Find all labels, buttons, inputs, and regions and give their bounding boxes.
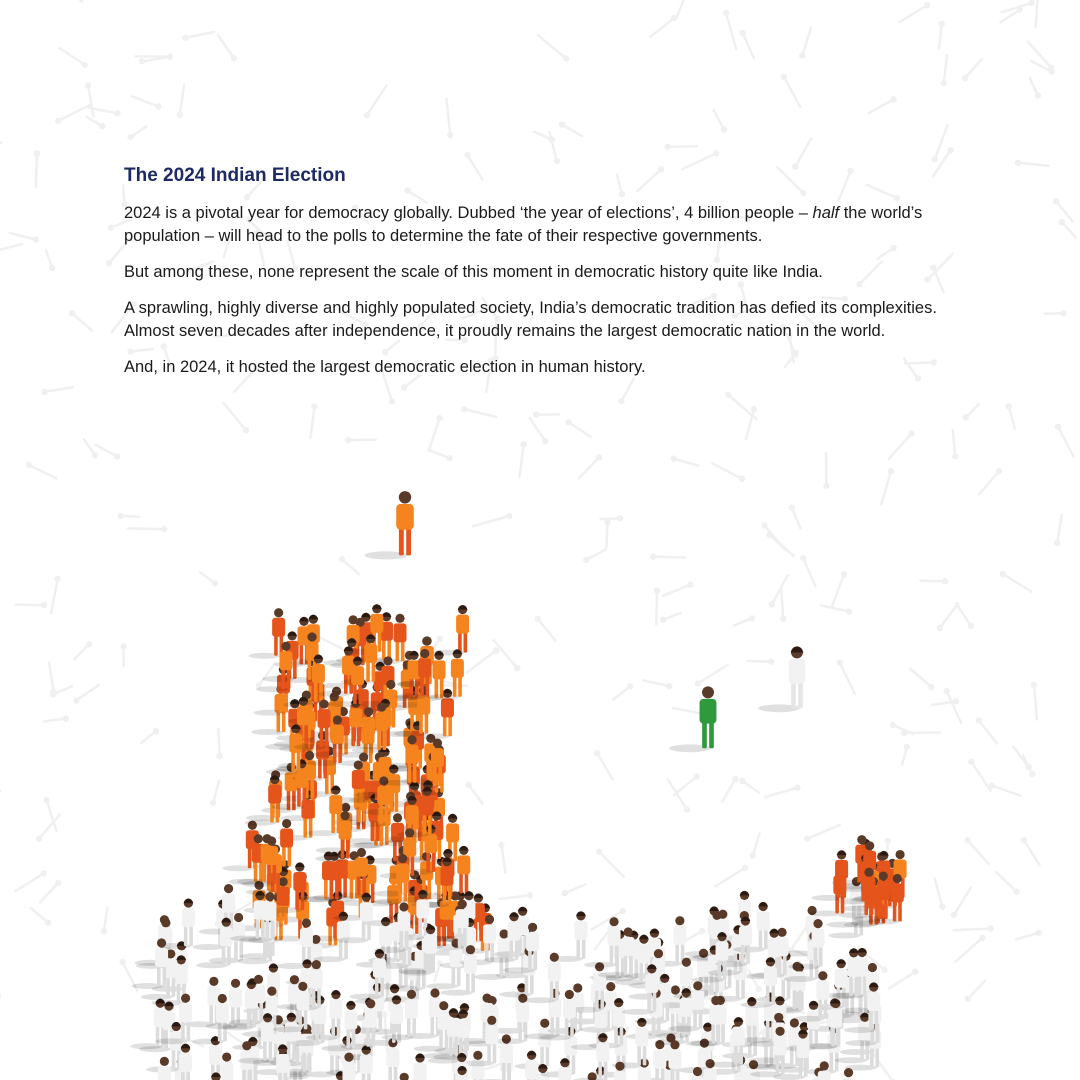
article-title: The 2024 Indian Election (124, 165, 346, 186)
person-figure (186, 1072, 223, 1080)
person-figure (432, 1066, 469, 1080)
person-figure (669, 686, 716, 752)
article (124, 164, 974, 392)
paragraph-3: A sprawling, highly diverse and highly populated society, India’s democratic tradition has defied its complexities. Almost seven decades after independence, it proudly remains the largest democratic nation in the world. (124, 299, 937, 340)
paragraph-1 (124, 202, 974, 248)
person-figure (199, 884, 236, 935)
person-figure (433, 605, 470, 656)
paragraph-4: And, in 2024, it hosted the largest democratic election in human history. (124, 358, 646, 376)
paragraph-2: But among these, none represent the scale of this moment in democratic history quite like India. (124, 263, 823, 281)
person-figure (349, 949, 386, 1000)
paragraph-1-text: 2024 is a pivotal year for democracy globally. Dubbed ‘the year of elections’, 4 billion people – (124, 204, 813, 222)
crowd-illustration (0, 470, 1080, 1080)
person-figure (758, 646, 805, 712)
person-figure (374, 1073, 411, 1080)
person-figure (249, 608, 286, 659)
person-figure (365, 491, 414, 559)
person-figure (584, 917, 621, 968)
paragraph-1-emphasis: half (812, 204, 840, 222)
person-figure (812, 850, 849, 901)
paragraph-1-text-end: the world’s population – will head to the polls to determine the fate of their respective governments. (124, 204, 923, 245)
